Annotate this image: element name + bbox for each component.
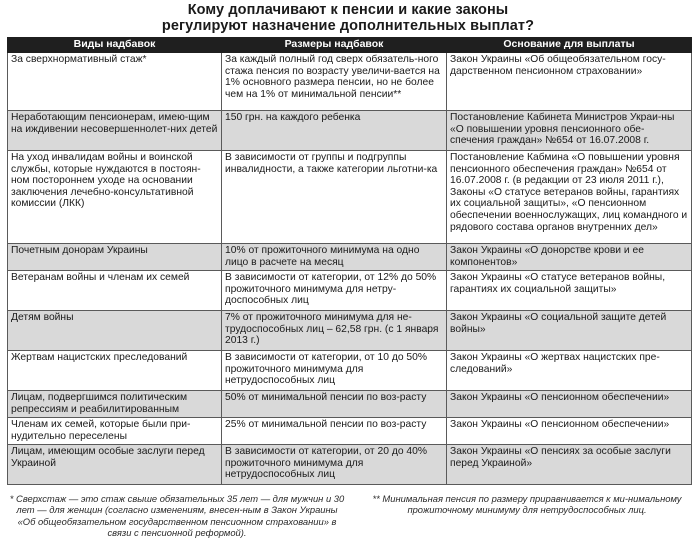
table-row xyxy=(8,53,692,111)
cell-amount: 7% от прожиточного минимума для не-трудоспособных лиц – 62,58 грн. (с 1 января 2013 г.) xyxy=(222,311,447,351)
header-basis: Основание для выплаты xyxy=(447,38,692,53)
table-row xyxy=(8,391,692,418)
cell-basis: Закон Украины «О социальной защите детей войны» xyxy=(447,311,692,351)
cell-type: Членам их семей, которые были при-нудительно переселены xyxy=(8,418,222,445)
cell-type: Лицам, подвергшимся политическим репрессиям и реабилитированным xyxy=(8,391,222,418)
cell-type: Почетным донорам Украины xyxy=(8,244,222,271)
table-row xyxy=(8,271,692,311)
cell-amount: За каждый полный год сверх обязатель-ного стажа пенсия по возрасту увеличи-вается на 1% основного размера пенсии, но не более чем на 1% от минимальной пенсии** xyxy=(222,53,447,111)
cell-type: Лицам, имеющим особые заслуги перед Украиной xyxy=(8,445,222,485)
cell-type: Ветеранам войны и членам их семей xyxy=(8,271,222,311)
table-row xyxy=(8,311,692,351)
title-line-1: Кому доплачивают к пенсии и какие законы xyxy=(187,2,509,18)
cell-basis: Закон Украины «О жертвах нацистских пре-следований» xyxy=(447,351,692,391)
table-row xyxy=(8,151,692,244)
cell-basis: Закон Украины «Об общеобязательном госу-дарственном пенсионном страховании» xyxy=(447,53,692,111)
table-row xyxy=(8,445,692,485)
cell-basis: Закон Украины «О пенсионном обеспечении» xyxy=(447,418,692,445)
cell-basis: Закон Украины «О пенсионном обеспечении» xyxy=(447,391,692,418)
cell-amount: 150 грн. на каждого ребенка xyxy=(222,111,447,151)
cell-amount: В зависимости от категории, от 20 до 40% прожиточного минимума для нетрудоспособных лиц xyxy=(222,445,447,485)
table-row xyxy=(8,418,692,445)
table-row xyxy=(8,244,692,271)
cell-amount: В зависимости от категории, от 10 до 50% прожиточного минимума для нетрудоспособных лиц xyxy=(222,351,447,391)
title-line-2: регулируют назначение дополнительных выплат? xyxy=(161,18,535,34)
page-title xyxy=(0,2,696,34)
cell-basis: Закон Украины «О донорстве крови и ее компонентов» xyxy=(447,244,692,271)
footnote-minimal-pension: ** Минимальная пенсия по размеру приравнивается к ми-нимальному прожиточному минимуму для нетрудоспособных лиц. xyxy=(372,493,682,516)
cell-type: Детям войны xyxy=(8,311,222,351)
cell-type: Неработающим пенсионерам, имею-щим на иждивении несовершеннолет-них детей xyxy=(8,111,222,151)
cell-amount: 25% от минимальной пенсии по воз-расту xyxy=(222,418,447,445)
cell-type: Жертвам нацистских преследований xyxy=(8,351,222,391)
cell-amount: В зависимости от группы и подгруппы инвалидности, а также категории льготни-ка xyxy=(222,151,447,244)
header-amounts: Размеры надбавок xyxy=(222,38,447,53)
cell-type: За сверхнормативный стаж* xyxy=(8,53,222,111)
table-row xyxy=(8,111,692,151)
cell-basis: Постановление Кабинета Министров Украи-ны «О повышении уровня пенсионного обе-спечения граждан» №654 от 16.07.2008 г. xyxy=(447,111,692,151)
cell-type: На уход инвалидам войны и воинской службы, которые нуждаются в постоян-ном постороннем уходе на основании заключения лечебно-консультативной комиссии (ЛКК) xyxy=(8,151,222,244)
cell-basis: Закон Украины «О статусе ветеранов войны, гарантиях их социальной защиты» xyxy=(447,271,692,311)
footnote-superstazh: * Сверхстаж — это стаж свыше обязательных 35 лет — для мужчин и 30 лет — для женщин (согласно изменениям, внесен-ным в Закон Украины «Об общеобязательном государственном пенсионном страховании» в связи с пенсионной реформой). xyxy=(9,493,345,538)
cell-amount: В зависимости от категории, от 12% до 50% прожиточного минимума для нетру-доспособных лиц xyxy=(222,271,447,311)
supplements-table xyxy=(7,37,692,485)
header-types: Виды надбавок xyxy=(8,38,222,53)
cell-basis: Постановление Кабмина «О повышении уровня пенсионного обеспечения граждан» №654 от 16.07.2008 г. (в редакции от 23 июля 2011 г.), Законы «О статусе ветеранов войны, гарантиях их социальной защиты», «О пенсионном обеспечении военнослужащих, лиц командного и рядового состава органов внутренних дел» xyxy=(447,151,692,244)
cell-amount: 50% от минимальной пенсии по воз-расту xyxy=(222,391,447,418)
cell-amount: 10% от прожиточного минимума на одно лицо в расчете на месяц xyxy=(222,244,447,271)
cell-basis: Закон Украины «О пенсиях за особые заслуги перед Украиной» xyxy=(447,445,692,485)
table-row xyxy=(8,351,692,391)
table-header-row xyxy=(8,38,692,53)
